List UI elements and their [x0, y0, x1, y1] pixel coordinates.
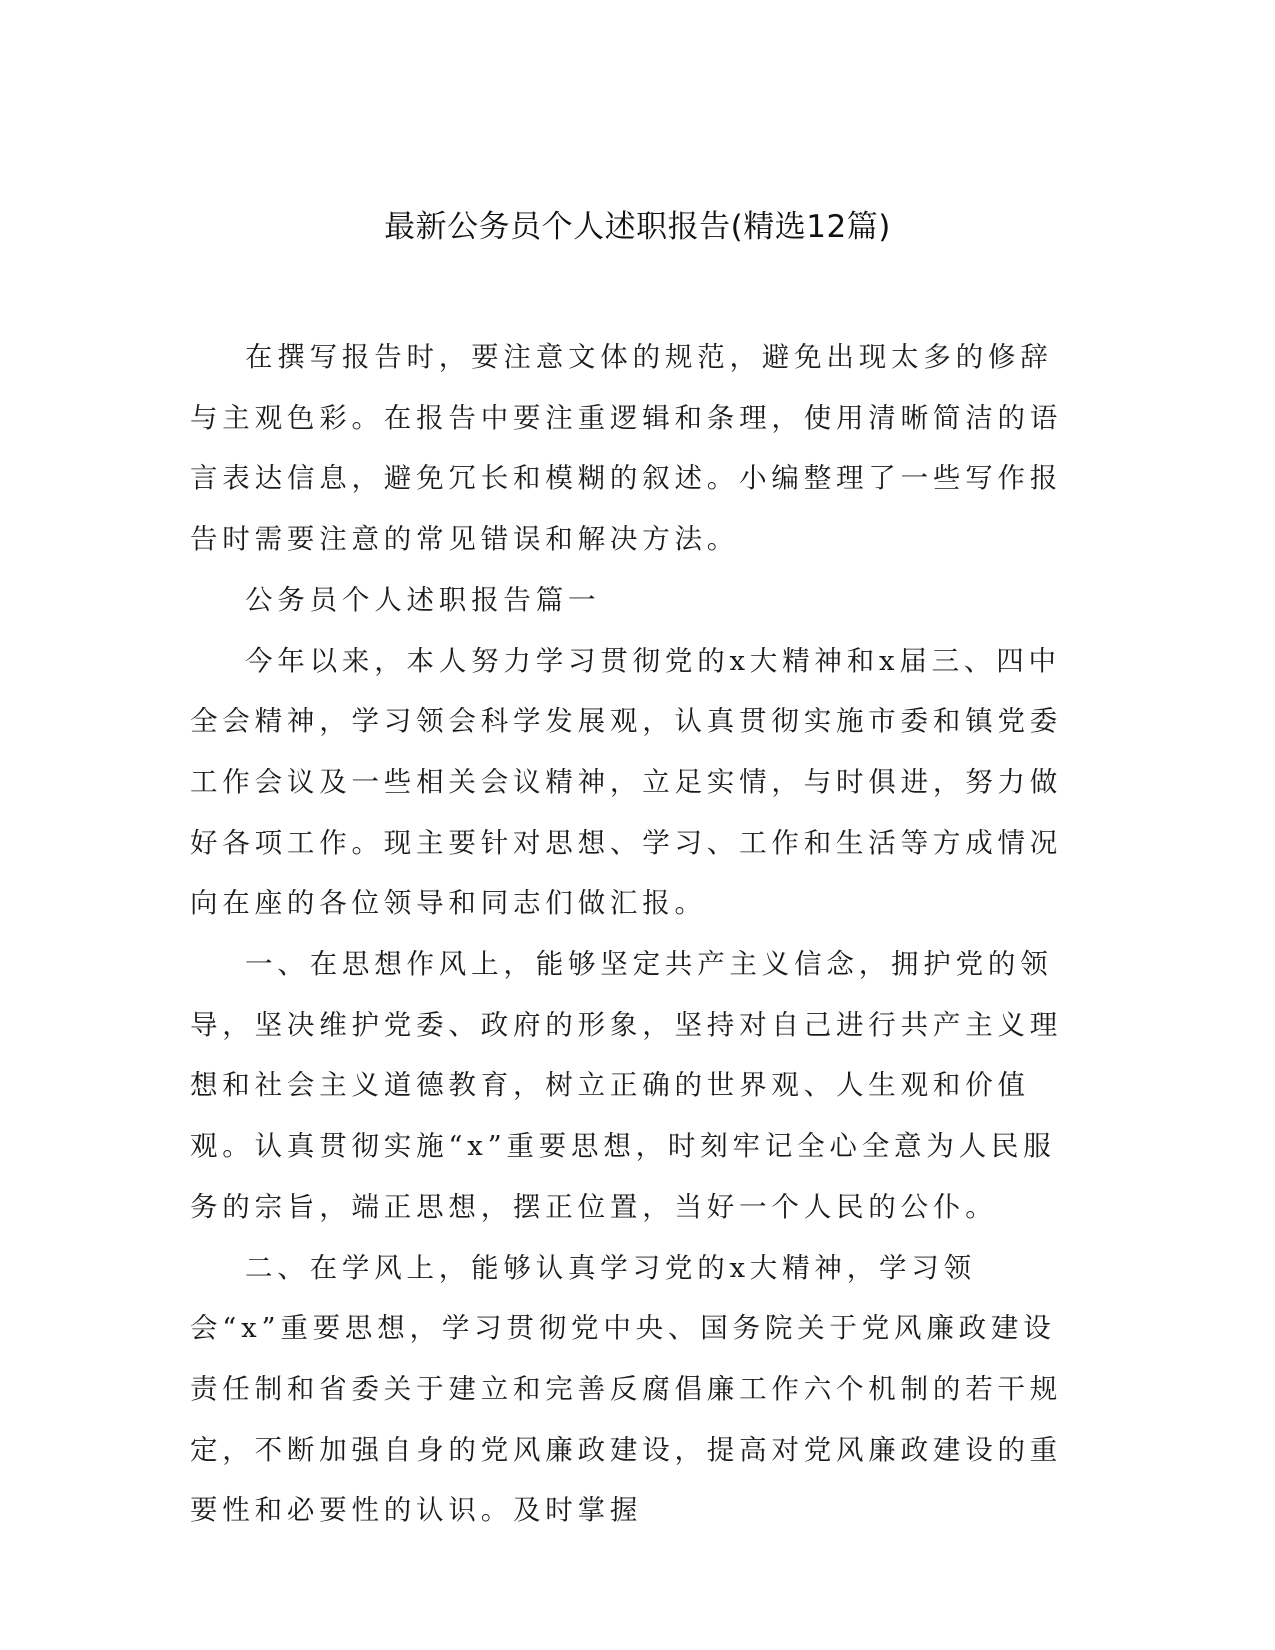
document-body	[190, 327, 1080, 1541]
document-title: 最新公务员个人述职报告(精选12篇)	[384, 209, 891, 245]
body-paragraph: 今年以来，本人努力学习贯彻党的x大精神和x届三、四中全会精神，学习领会科学发展观，认真贯彻实施市委和镇党委工作会议及一些相关会议精神，立足实情，与时俱进，努力做好各项工作。现主要针对思想、学习、工作和生活等方成情况向在座的各位领导和同志们做汇报。	[190, 644, 1063, 920]
body-paragraph: 二、在学风上，能够认真学习党的x大精神，学习领会“x”重要思想，学习贯彻党中央、国务院关于党风廉政建设责任制和省委关于建立和完善反腐倡廉工作六个机制的若干规定，不断加强自身的党风廉政建设，提高对党风廉政建设的重要性和必要性的认识。及时掌握	[190, 1251, 1063, 1527]
section-heading: 公务员个人述职报告篇一	[245, 583, 601, 616]
body-paragraph: 一、在思想作风上，能够坚定共产主义信念，拥护党的领导，坚决维护党委、政府的形象，坚持对自己进行共产主义理想和社会主义道德教育，树立正确的世界观、人生观和价值观。认真贯彻实施“x”重要思想，时刻牢记全心全意为人民服务的宗旨，端正思想，摆正位置，当好一个人民的公仆。	[190, 948, 1063, 1223]
intro-paragraph: 在撰写报告时，要注意文体的规范，避免出现太多的修辞与主观色彩。在报告中要注重逻辑和条理，使用清晰简洁的语言表达信息，避免冗长和模糊的叙述。小编整理了一些写作报告时需要注意的常见错误和解决方法。	[190, 341, 1063, 556]
